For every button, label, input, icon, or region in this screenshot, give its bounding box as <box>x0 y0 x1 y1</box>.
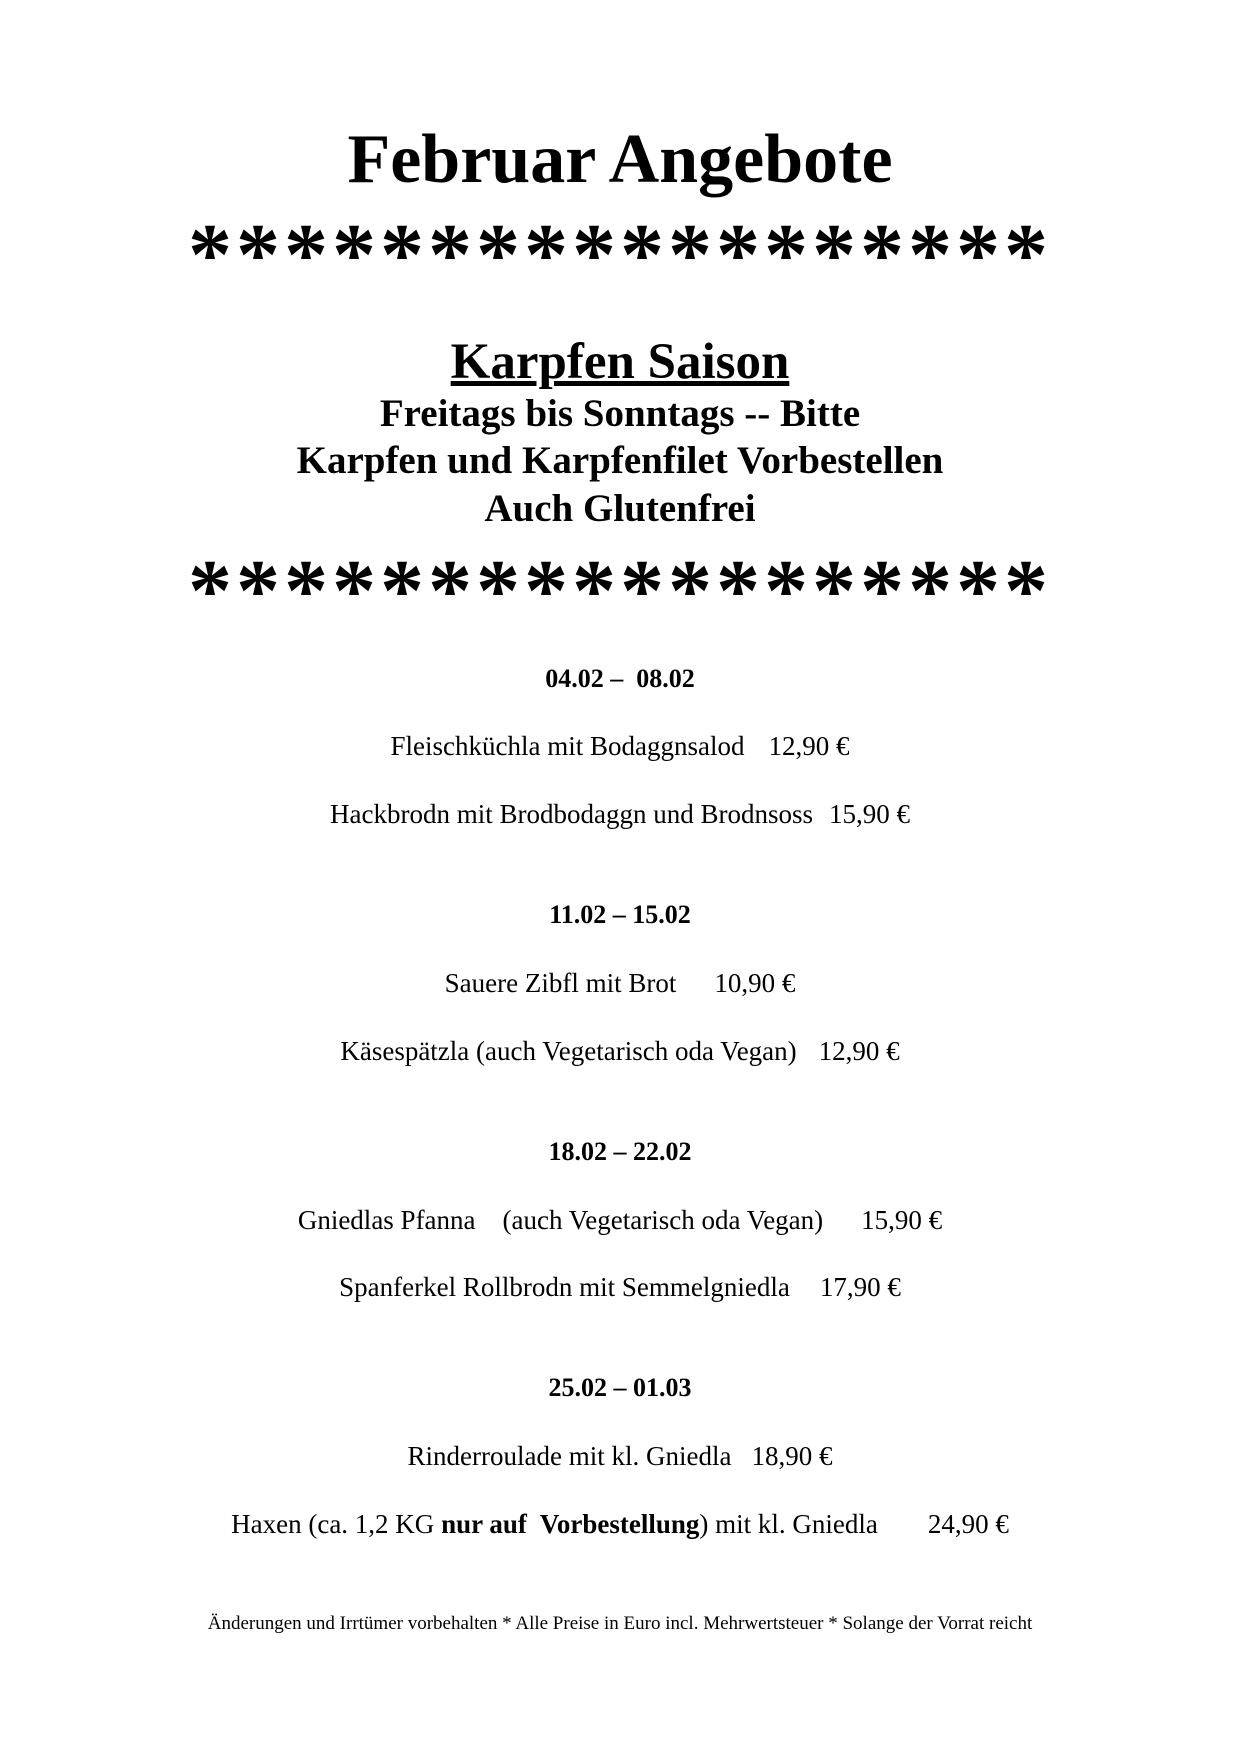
karpfen-line-1: Freitags bis Sonntags -- Bitte <box>379 392 861 435</box>
week-dates: 11.02 – 15.02 <box>549 900 691 929</box>
dish-name-pre: Haxen (ca. 1,2 KG <box>231 1509 442 1539</box>
dish-price: 15,90 € <box>861 1205 943 1235</box>
dish-item <box>0 1439 1240 1473</box>
dish-name: Hackbrodn mit Brodbodaggn und Brodnsoss <box>330 799 813 829</box>
dish-price: 18,90 € <box>751 1441 833 1471</box>
week-dates: 18.02 – 22.02 <box>548 1137 692 1166</box>
karpfen-line-2: Karpfen und Karpfenfilet Vorbestellen <box>296 439 944 482</box>
karpfen-line-3: Auch Glutenfrei <box>484 487 756 530</box>
dish-item <box>0 1034 1240 1068</box>
dish-item <box>0 1270 1240 1304</box>
week-dates: 04.02 – 08.02 <box>545 664 695 693</box>
dish-price: 24,90 € <box>927 1509 1009 1539</box>
dish-item <box>0 729 1240 763</box>
dish-item <box>0 797 1240 831</box>
dish-item <box>0 966 1240 1000</box>
dish-name: Rinderroulade mit kl. Gniedla <box>407 1441 732 1471</box>
page-title: Februar Angebote <box>347 121 893 198</box>
dish-price: 15,90 € <box>828 799 910 829</box>
star-divider-top: ****************** <box>188 207 1052 304</box>
dish-price: 10,90 € <box>714 968 796 998</box>
karpfen-heading: Karpfen Saison <box>450 334 790 390</box>
dish-name: Sauere Zibfl mit Brot <box>444 968 677 998</box>
dish-name: Fleischküchla mit Bodaggnsalod <box>390 731 745 761</box>
dish-item <box>0 1507 1240 1541</box>
dish-price: 17,90 € <box>819 1272 901 1302</box>
dish-price: 12,90 € <box>768 731 850 761</box>
footer-note: Änderungen und Irrtümer vorbehalten * Alle Preise in Euro incl. Mehrwertsteuer * Solange der Vorrat reicht <box>207 1613 1033 1634</box>
dish-price: 12,90 € <box>818 1036 900 1066</box>
dish-item <box>0 1203 1240 1237</box>
week-dates: 25.02 – 01.03 <box>548 1373 692 1402</box>
dish-name: Gniedlas Pfanna (auch Vegetarisch oda Vegan) <box>297 1205 824 1235</box>
dish-name: Käsespätzla (auch Vegetarisch oda Vegan) <box>340 1036 797 1066</box>
dish-name: Spanferkel Rollbrodn mit Semmelgniedla <box>339 1272 790 1302</box>
star-divider-bottom: ****************** <box>188 543 1052 640</box>
dish-name-bold: nur auf Vorbestellung <box>441 1509 700 1539</box>
dish-name-post: ) mit kl. Gniedla <box>699 1509 878 1539</box>
